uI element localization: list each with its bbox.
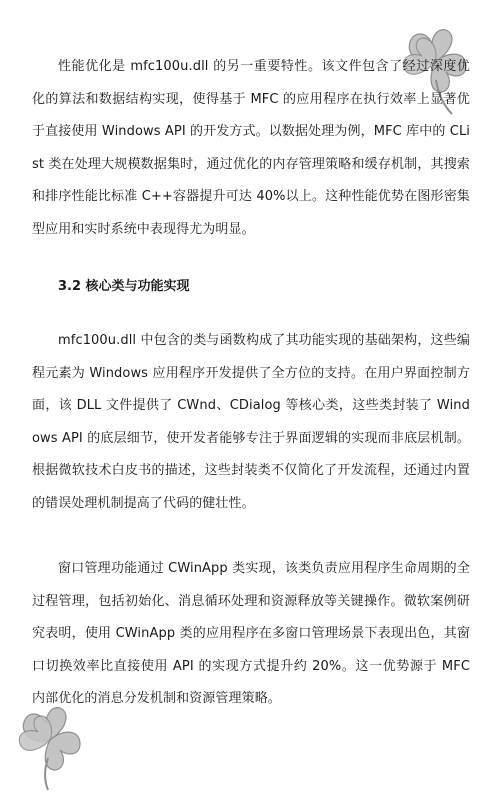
paragraph-performance: 性能优化是 mfc100u.dll 的另一重要特性。该文件包含了经过深度优化的算法和数据结构实现，使得基于 MFC 的应用程序在执行效率上显著优于直接使用 Windows API 的开发方式。以数据处理为例，MFC 库中的 CList 类在处理大规模数据集时，通过优化的内存管理策略和缓存机制，其搜索和排序性能比标准 C++容器提升可达 40%以上。这种性能优势在图形密集型应用和实时系统中表现得尤为明显。 [32, 59, 470, 237]
four-leaf-clover-icon [14, 700, 86, 792]
paragraph-window-management: 窗口管理功能通过 CWinApp 类实现，该类负责应用程序生命周期的全过程管理，包括初始化、消息循环处理和资源释放等关键操作。微软案例研究表明，使用 CWinApp 类的应用程序在多窗口管理场景下表现出色，其窗口切换效率比直接使用 API 的实现方式提升约 20%。这一优势源于 MFC 内部优化的消息分发机制和资源管理策略。 [32, 561, 470, 707]
section-heading: 3.2 核心类与功能实现 [58, 279, 190, 294]
paragraph-core-classes: mfc100u.dll 中包含的类与函数构成了其功能实现的基础架构，这些编程元素为 Windows 应用程序开发提供了全方位的支持。在用户界面控制方面，该 DLL 文件提供了 CWnd、CDialog 等核心类，这些类封装了 Windows API 的底层细节，使开发者能够专注于界面逻辑的实现而非底层机制。根据微软技术白皮书的描述，这些封装类不仅简化了开发流程，还通过内置的错误处理机制提高了代码的健壮性。 [32, 333, 470, 511]
